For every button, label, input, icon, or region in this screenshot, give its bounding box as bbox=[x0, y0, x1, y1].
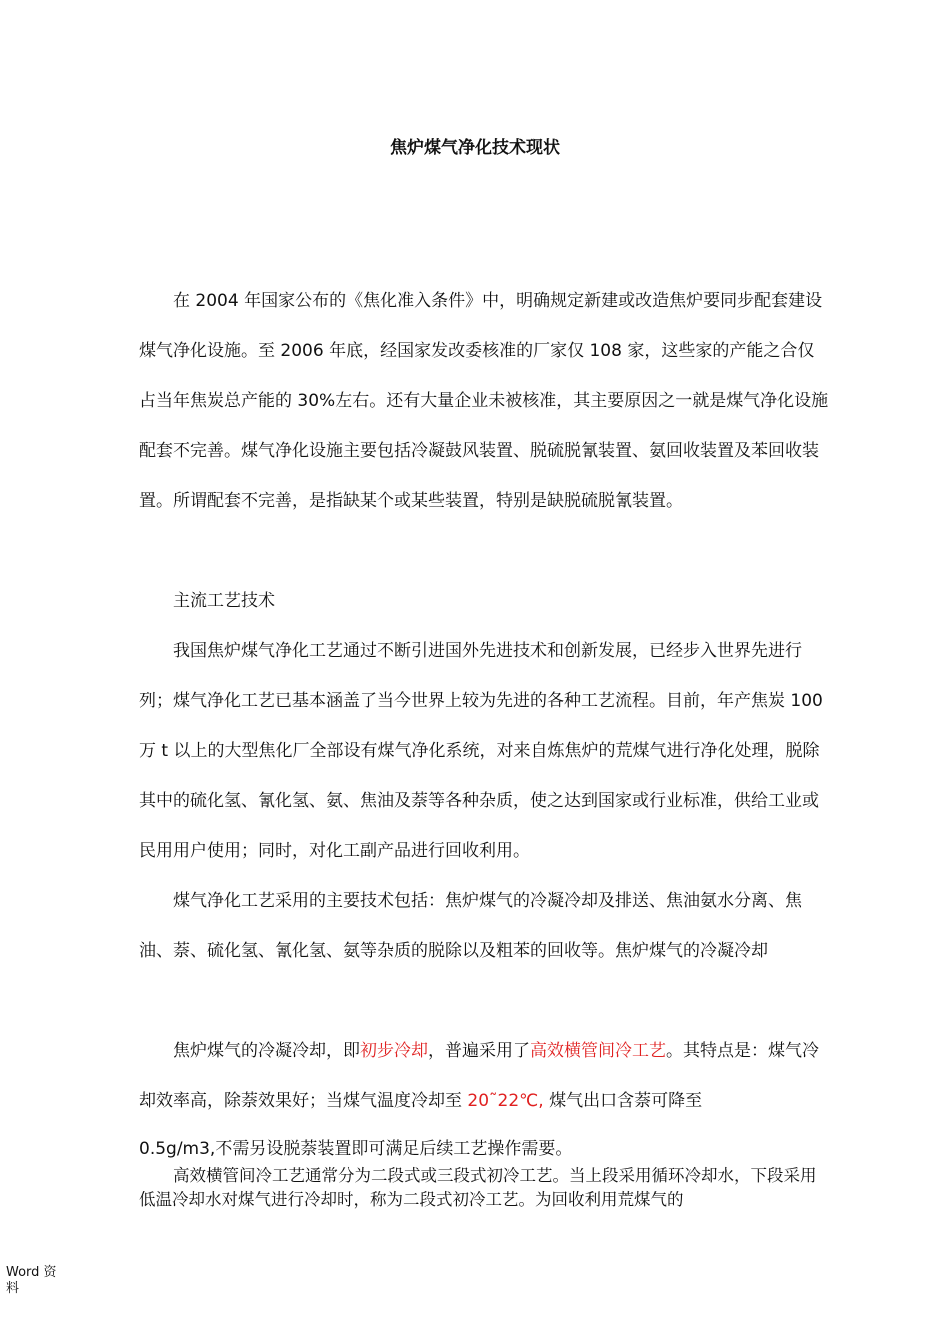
highlight-cooling-process: 高效横管间冷工艺 bbox=[530, 1041, 666, 1061]
highlight-initial-cooling: 初步冷却 bbox=[360, 1041, 428, 1061]
cooling-text-3: 。其特点是：煤气冷却效率高，除萘效果好；当煤气温度冷却至 bbox=[139, 1041, 819, 1111]
paragraph-cooling bbox=[139, 1026, 829, 1126]
page-title: 焦炉煤气净化技术现状 bbox=[390, 138, 560, 158]
footer-label: Word 资料 bbox=[6, 1265, 57, 1296]
paragraph-cooling-end: 0.5g/m3,不需另设脱萘装置即可满足后续工艺操作需要。 bbox=[139, 1139, 573, 1159]
paragraph-two-stage: 高效横管间冷工艺通常分为二段式或三段式初冷工艺。当上段采用循环冷却水，下段采用低温冷却水对煤气进行冷却时，称为二段式初冷工艺。为回收利用荒煤气的 bbox=[139, 1166, 817, 1209]
paragraph-process: 我国焦炉煤气净化工艺通过不断引进国外先进技术和创新发展，已经步入世界先进行列；煤气净化工艺已基本涵盖了当今世界上较为先进的各种工艺流程。目前，年产焦炭 100 万 t 以上的大型焦化厂全部设有煤气净化系统，对来自炼焦炉的荒煤气进行净化处理，脱除其中的硫化氢、氰化氢、氨、焦油及萘等各种杂质，使之达到国家或行业标准，供给工业或民用用户使用；同时，对化工副产品进行回收利用。 bbox=[139, 641, 823, 861]
cooling-text-2: ，普遍采用了 bbox=[428, 1041, 530, 1061]
paragraph-intro: 在 2004 年国家公布的《焦化准入条件》中，明确规定新建或改造焦炉要同步配套建设煤气净化设施。至 2006 年底，经国家发改委核准的厂家仅 108 家，这些家的产能之合仅占当年焦炭总产能的 30%左右。还有大量企业未被核准，其主要原因之一就是煤气净化设施配套不完善。煤气净化设施主要包括冷凝鼓风装置、脱硫脱氰装置、氨回收装置及苯回收装置。所谓配套不完善，是指缺某个或某些装置，特别是缺脱硫脱氰装置。 bbox=[139, 291, 829, 511]
cooling-text-4: 煤气出口含萘可降至 bbox=[543, 1091, 703, 1111]
highlight-temperature: 20˜22℃, bbox=[467, 1091, 544, 1111]
section-heading: 主流工艺技术 bbox=[173, 591, 275, 611]
cooling-text-1: 焦炉煤气的冷凝冷却，即 bbox=[173, 1041, 360, 1061]
paragraph-technologies: 煤气净化工艺采用的主要技术包括：焦炉煤气的冷凝冷却及排送、焦油氨水分离、焦油、萘、硫化氢、氰化氢、氨等杂质的脱除以及粗苯的回收等。焦炉煤气的冷凝冷却 bbox=[139, 891, 802, 961]
